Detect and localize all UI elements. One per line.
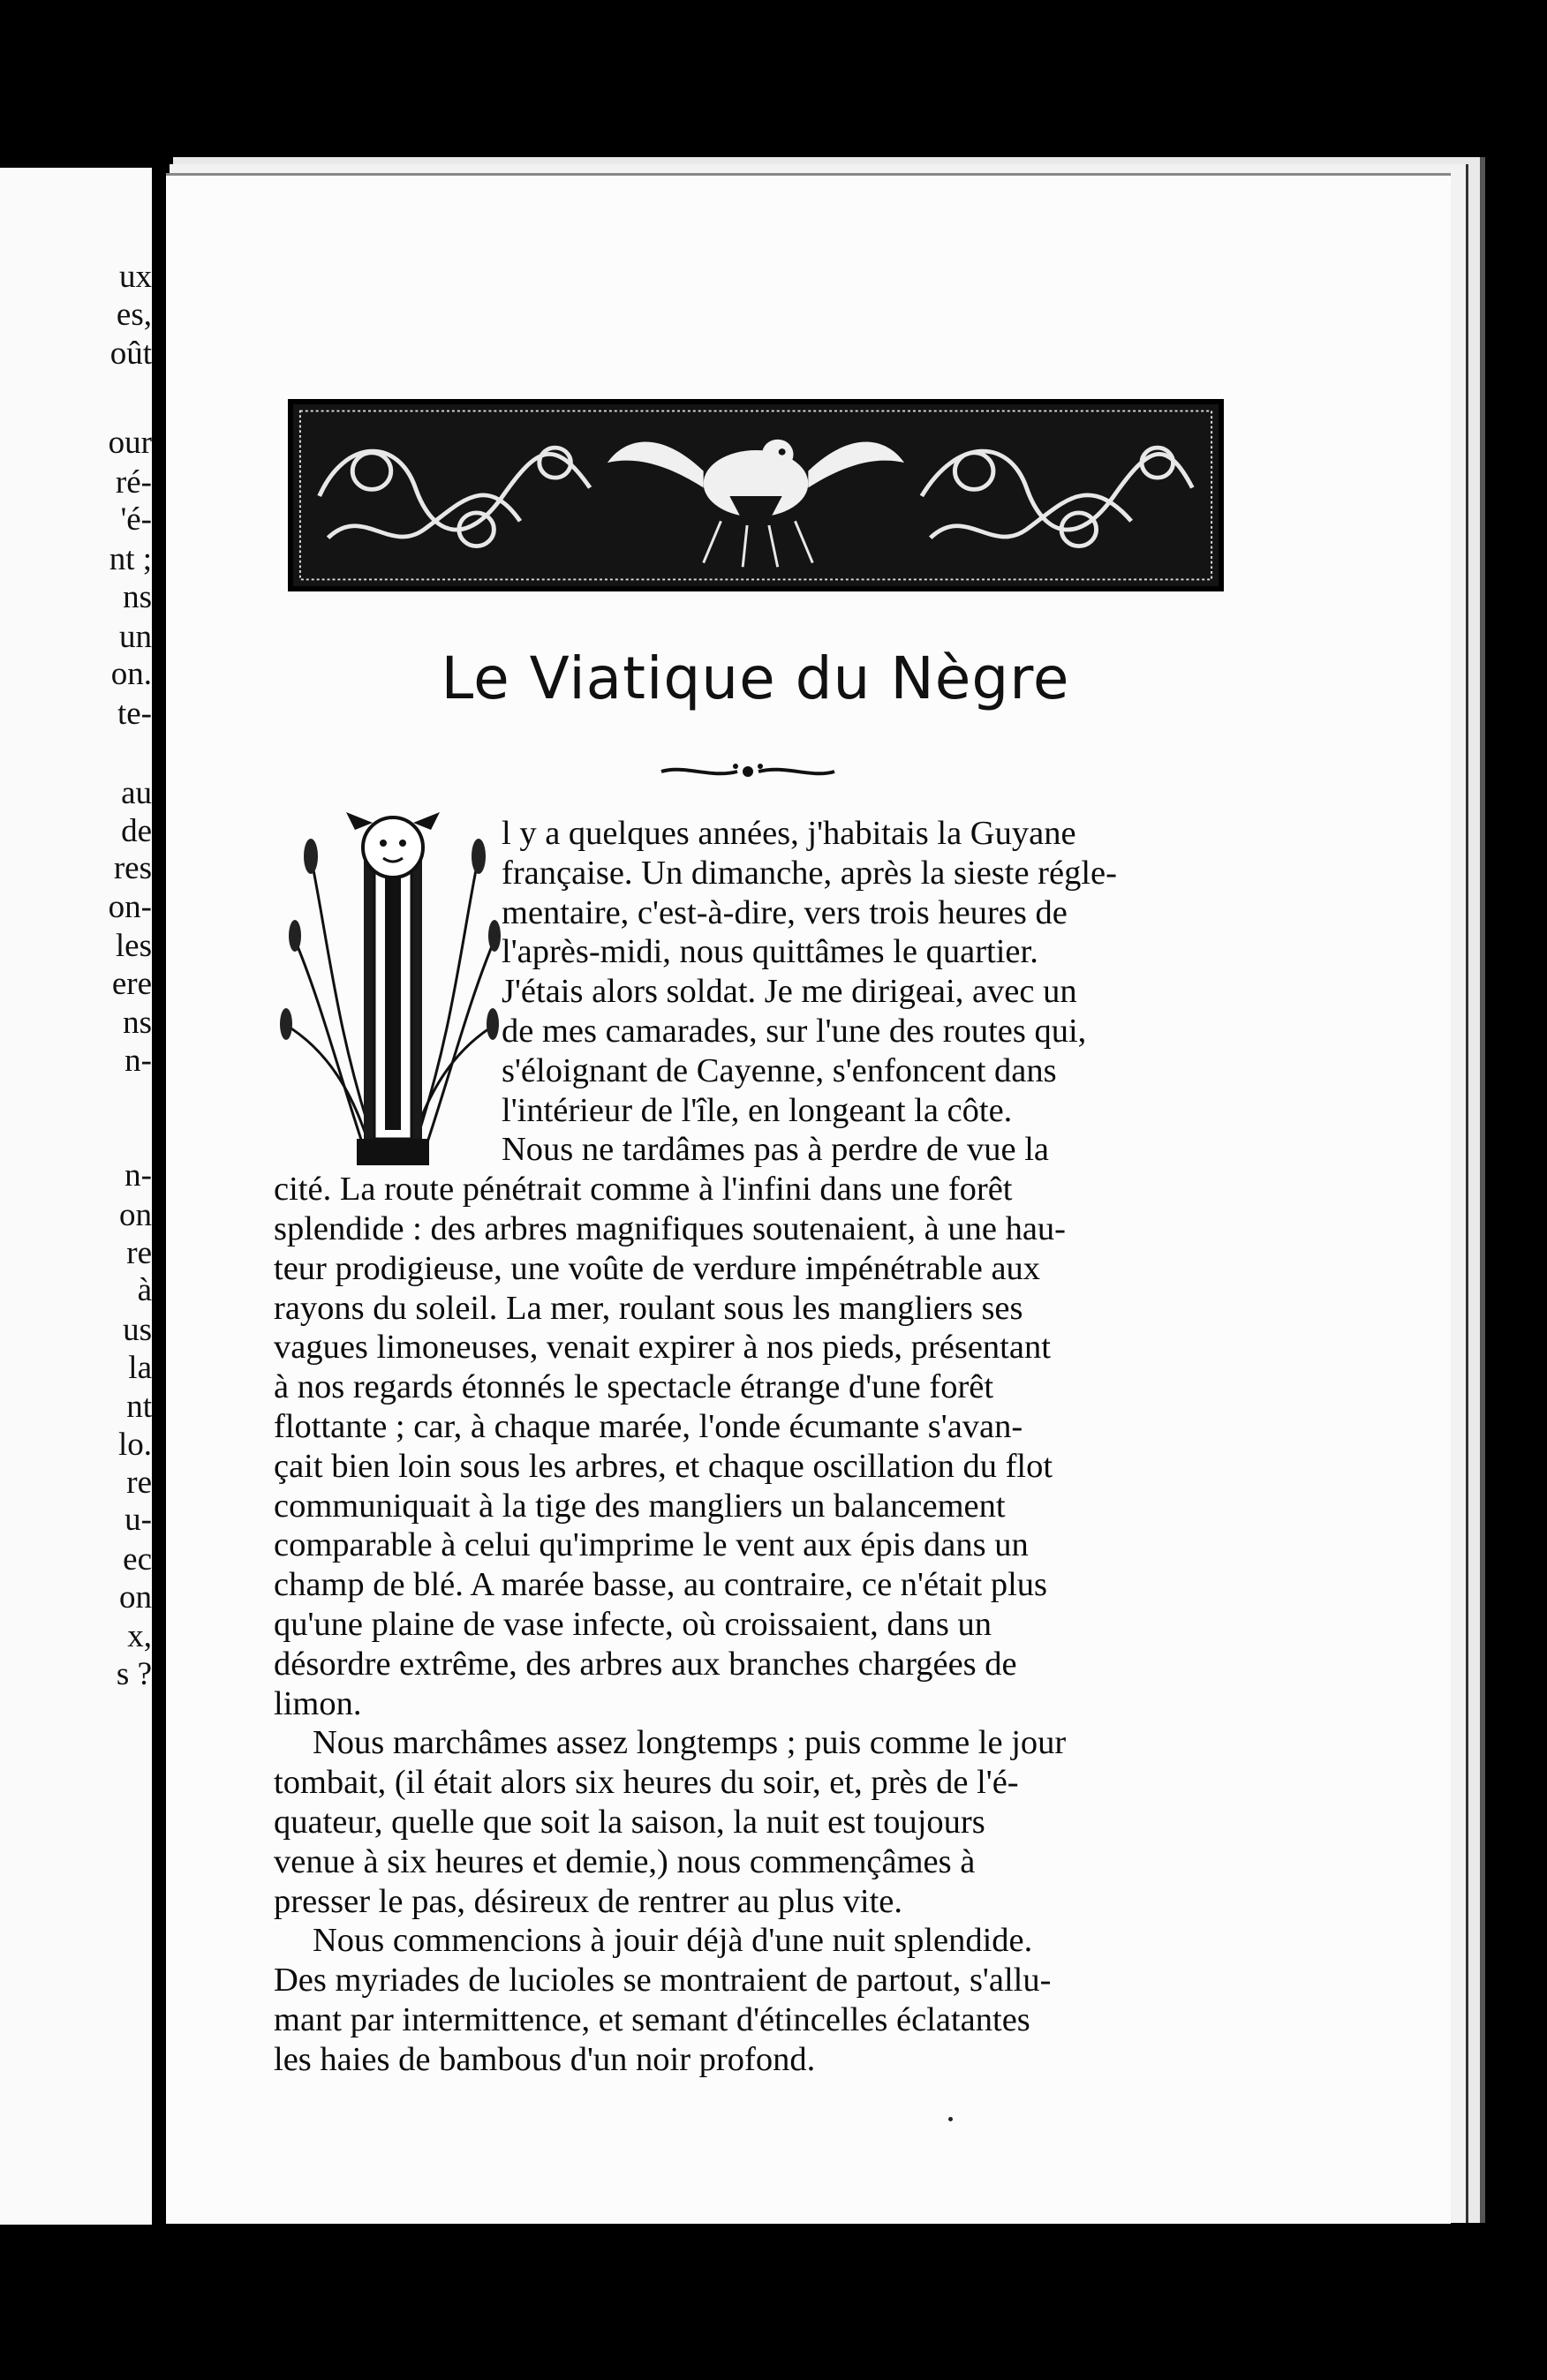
left-page-fragment: our	[108, 425, 152, 461]
left-page-fragment: es,	[116, 297, 152, 333]
text-line: Des myriades de lucioles se montraient de partout, s'allu-	[274, 1962, 1052, 2000]
left-page-fragment: on-	[108, 889, 152, 925]
left-page-fragment: n-	[125, 1043, 152, 1079]
left-page-fragment: à	[137, 1272, 152, 1308]
text-line: de mes camarades, sur l'une des routes qui,	[502, 1012, 1087, 1050]
text-line: rayons du soleil. La mer, roulant sous les mangliers ses	[274, 1289, 1023, 1327]
text-line: splendide : des arbres magnifiques soutenaient, à une hau-	[274, 1209, 1066, 1247]
left-page-fragment: n-	[125, 1157, 152, 1194]
text-line: venue à six heures et demie,) nous commençâmes à	[274, 1842, 976, 1880]
left-page-fragment: res	[113, 850, 152, 886]
text-line: teur prodigieuse, une voûte de verdure impénétrable aux	[274, 1249, 1041, 1287]
text-line: qu'une plaine de vase infecte, où croissaient, dans un	[274, 1605, 992, 1643]
left-page-fragment: la	[128, 1350, 152, 1386]
left-page-fragment: oût	[109, 335, 152, 372]
text-line: à nos regards étonnés le spectacle étrange d'une forêt	[274, 1368, 994, 1406]
text-line: l'intérieur de l'île, en longeant la côte.	[502, 1091, 1013, 1129]
left-page-fragment: nt	[126, 1389, 152, 1425]
text-line: française. Un dimanche, après la sieste régle-	[502, 854, 1117, 892]
left-page-fragment: u-	[125, 1502, 152, 1538]
page-speck	[948, 2117, 953, 2121]
left-page-fragment: ec	[123, 1541, 152, 1578]
text-line: désordre extrême, des arbres aux branches chargées de	[274, 1645, 1017, 1683]
title-flourish-icon	[658, 761, 838, 782]
left-page-fragment: ux	[119, 259, 152, 295]
left-page-fragment: ré-	[115, 464, 152, 501]
left-facing-page	[0, 168, 159, 2225]
left-page-fragment: ns	[123, 1005, 152, 1041]
left-page-fragment: x,	[127, 1618, 152, 1654]
book-spine	[152, 168, 161, 2225]
text-line: Nous marchâmes assez longtemps ; puis comme le jour	[313, 1724, 1067, 1762]
left-page-fragment: te-	[117, 696, 152, 732]
text-line: champ de blé. A marée basse, au contraire, ce n'était plus	[274, 1566, 1048, 1604]
text-line: presser le pas, désireux de rentrer au plus vite.	[274, 1882, 902, 1920]
text-line: cité. La route pénétrait comme à l'infini dans une forêt	[274, 1171, 1013, 1209]
text-line: J'étais alors soldat. Je me dirigeai, avec un	[502, 973, 1077, 1011]
text-line: comparable à celui qu'imprime le vent aux épis dans un	[274, 1526, 1029, 1564]
left-page-fragment: lo.	[117, 1427, 152, 1463]
left-page-fragment: de	[121, 813, 152, 849]
text-line: mant par intermittence, et semant d'étincelles éclatantes	[274, 2000, 1030, 2038]
text-line: Nous commencions à jouir déjà d'une nuit splendide.	[313, 1922, 1033, 1960]
left-page-fragment: un	[119, 619, 152, 655]
left-page-fragment: nt ;	[109, 541, 152, 577]
text-line: les haies de bambous d'un noir profond.	[274, 2040, 816, 2078]
left-page-fragment: s ?	[116, 1656, 152, 1692]
text-line: flottante ; car, à chaque marée, l'onde écumante s'avan-	[274, 1407, 1023, 1445]
body-text	[274, 814, 1227, 2080]
left-page-fragment: re	[126, 1235, 152, 1271]
left-page-fragment: 'é-	[120, 501, 152, 538]
left-page-fragment: on.	[110, 656, 152, 692]
text-line: tombait, (il était alors six heures du soir, et, près de l'é-	[274, 1764, 1019, 1802]
text-line: l'après-midi, nous quittâmes le quartier.	[502, 933, 1038, 971]
left-page-fragment: au	[121, 775, 152, 811]
text-line: quateur, quelle que soit la saison, la nuit est toujours	[274, 1803, 985, 1841]
text-line: s'éloignant de Cayenne, s'enfoncent dans	[502, 1051, 1057, 1089]
chapter-title: Le Viatique du Nègre	[441, 644, 1070, 712]
ornamental-banner-icon	[288, 399, 1224, 591]
text-line: mentaire, c'est-à-dire, vers trois heures de	[502, 893, 1068, 931]
text-line: vagues limoneuses, venait expirer à nos pieds, présentant	[274, 1329, 1051, 1367]
left-page-fragment: ere	[111, 966, 152, 1002]
left-page-fragment: on	[119, 1579, 152, 1616]
left-page-fragment: les	[115, 928, 152, 964]
left-page-fragment: re	[126, 1465, 152, 1501]
left-page-fragment: ns	[123, 579, 152, 615]
text-line: communiquait à la tige des mangliers un balancement	[274, 1487, 1006, 1525]
left-page-fragment: us	[123, 1312, 152, 1348]
text-line: l y a quelques années, j'habitais la Guyane	[502, 815, 1076, 852]
left-page-fragment: on	[119, 1197, 152, 1233]
text-line: limon.	[274, 1684, 362, 1722]
text-line: çait bien loin sous les arbres, et chaque oscillation du flot	[274, 1447, 1053, 1485]
text-line: Nous ne tardâmes pas à perdre de vue la	[502, 1131, 1050, 1169]
